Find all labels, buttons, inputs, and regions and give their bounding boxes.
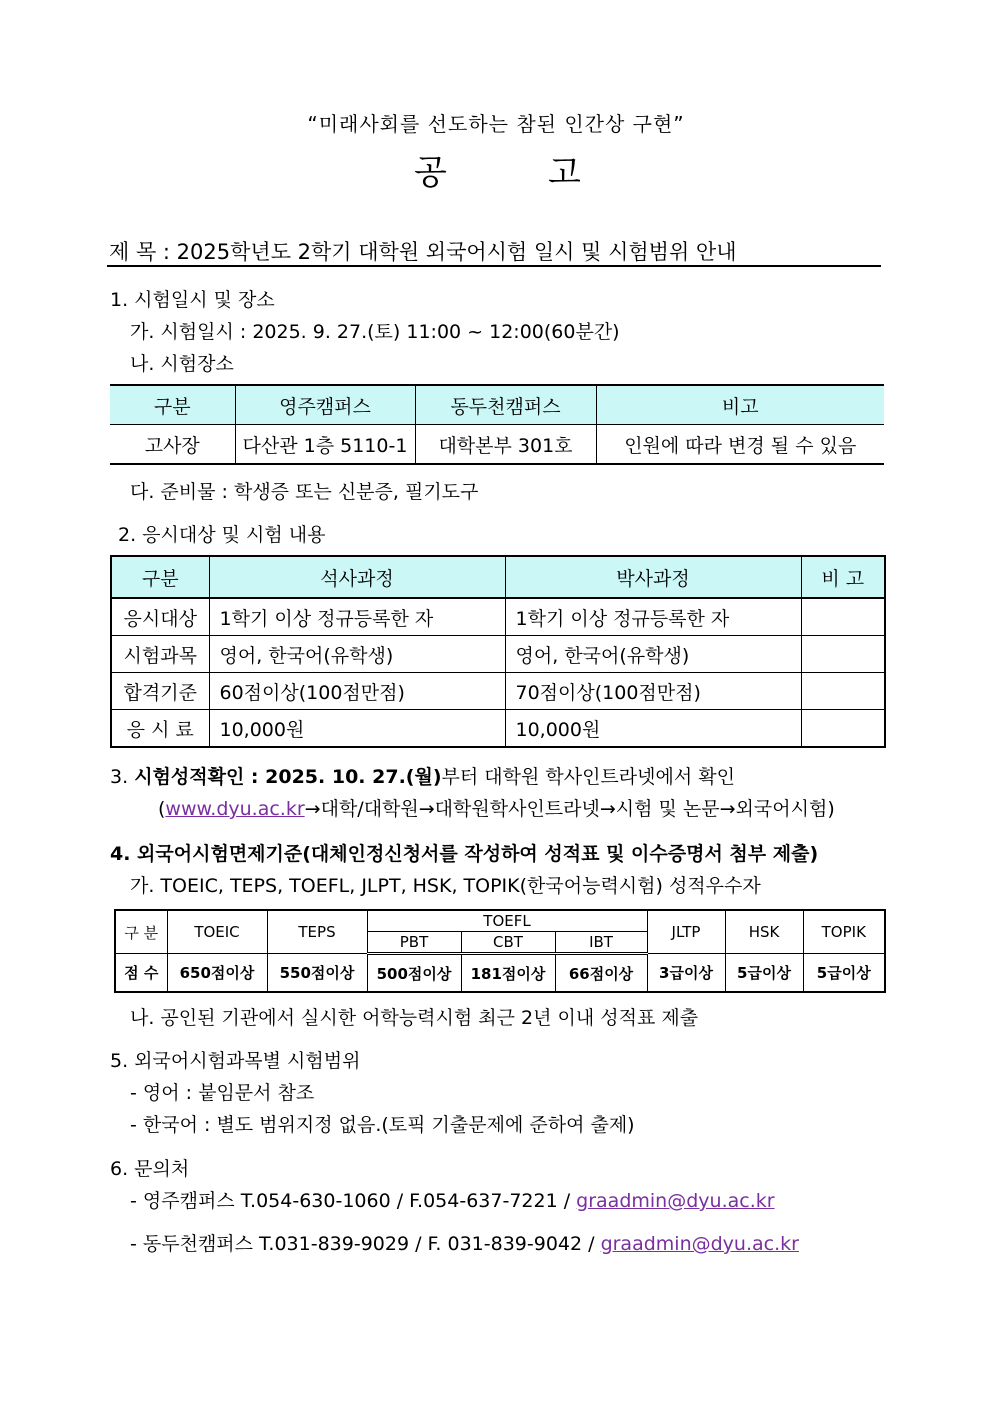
score-header-topik: TOPIK — [803, 910, 885, 954]
section2-title: 2. 응시대상 및 시험 내용 — [118, 524, 326, 546]
exam-supplies: 다. 준비물 : 학생증 또는 신분증, 필기도구 — [130, 481, 479, 503]
result-path — [158, 794, 835, 821]
result-date: 시험성적확인 : 2025. 10. 27.(월) — [134, 766, 442, 788]
english-scope: - 영어 : 붙임문서 참조 — [130, 1082, 315, 1104]
note-cell — [801, 636, 885, 673]
score-header-jltp: JLTP — [647, 910, 725, 954]
section3-number: 3. — [110, 766, 129, 788]
row-label: 시험과목 — [111, 636, 209, 673]
content-table-header — [111, 556, 885, 598]
venue-table-header — [110, 385, 884, 425]
table-row — [115, 954, 885, 993]
table-row — [110, 425, 884, 465]
exemption-tests: 가. TOEIC, TEPS, TOEFL, JLPT, HSK, TOPIK(한국어능력시험) 성적우수자 — [130, 875, 761, 897]
page-title-char-2: 고 — [548, 153, 581, 193]
score-hsk: 5급이상 — [725, 954, 803, 993]
section1-title: 1. 시험일시 및 장소 — [110, 289, 275, 311]
score-toefl-ibt: 66점이상 — [555, 954, 647, 993]
venue-dongducheon-room: 대학본부 301호 — [415, 425, 596, 465]
content-header-masters: 석사과정 — [209, 556, 505, 598]
masters-cell: 1학기 이상 정규등록한 자 — [209, 598, 505, 636]
score-header-toeic: TOEIC — [167, 910, 267, 954]
result-check-text: 부터 대학원 학사인트라넷에서 확인 — [441, 766, 735, 788]
venue-note: 인원에 따라 변경 될 수 있음 — [596, 425, 884, 465]
yeongju-contact — [130, 1186, 775, 1213]
content-table — [110, 555, 886, 748]
masters-cell: 영어, 한국어(유학생) — [209, 636, 505, 673]
score-header-division: 구 분 — [115, 910, 167, 954]
doctoral-cell: 10,000원 — [505, 710, 801, 748]
masters-cell: 60점이상(100점만점) — [209, 673, 505, 710]
score-header-cbt: CBT — [461, 932, 555, 954]
page-title — [414, 145, 581, 194]
venue-table — [110, 384, 884, 465]
content-header-note: 비 고 — [801, 556, 885, 598]
dongducheon-email-link[interactable]: graadmin@dyu.ac.kr — [600, 1233, 799, 1255]
score-toeic: 650점이상 — [167, 954, 267, 993]
venue-header-division: 구분 — [110, 385, 235, 425]
exam-venue-label: 나. 시험장소 — [130, 353, 234, 375]
dyu-website-link[interactable]: www.dyu.ac.kr — [165, 798, 305, 820]
score-row-label: 점 수 — [115, 954, 167, 993]
table-row — [111, 598, 885, 636]
content-header-division: 구분 — [111, 556, 209, 598]
exemption-report-note: 나. 공인된 기관에서 실시한 어학능력시험 최근 2년 이내 성적표 제출 — [130, 1007, 699, 1029]
venue-header-dongducheon: 동두천캠퍼스 — [415, 385, 596, 425]
doctoral-cell: 영어, 한국어(유학생) — [505, 636, 801, 673]
korean-scope: - 한국어 : 별도 범위지정 없음.(토픽 기출문제에 준하여 출제) — [130, 1114, 635, 1136]
row-label: 응시대상 — [111, 598, 209, 636]
venue-header-note: 비고 — [596, 385, 884, 425]
motto: “미래사회를 선도하는 참된 인간상 구현” — [307, 112, 685, 136]
venue-yeongju-room: 다산관 1층 5110-1 — [235, 425, 415, 465]
score-toefl-cbt: 181점이상 — [461, 954, 555, 993]
score-header-row — [115, 910, 885, 932]
section3-title — [110, 762, 735, 789]
yeongju-email-link[interactable]: graadmin@dyu.ac.kr — [576, 1190, 775, 1212]
row-label: 합격기준 — [111, 673, 209, 710]
score-topik: 5급이상 — [803, 954, 885, 993]
score-header-hsk: HSK — [725, 910, 803, 954]
score-teps: 550점이상 — [267, 954, 367, 993]
page-title-char-1: 공 — [414, 153, 447, 193]
table-row — [111, 673, 885, 710]
score-header-pbt: PBT — [367, 932, 461, 954]
score-jltp: 3급이상 — [647, 954, 725, 993]
doctoral-cell: 70점이상(100점만점) — [505, 673, 801, 710]
subject-underline — [107, 265, 881, 267]
score-table — [114, 909, 886, 993]
dongducheon-contact — [130, 1229, 799, 1256]
note-cell — [801, 710, 885, 748]
section4-title: 4. 외국어시험면제기준(대체인정신청서를 작성하여 성적표 및 이수증명서 첨부 제출) — [110, 843, 819, 865]
doctoral-cell: 1학기 이상 정규등록한 자 — [505, 598, 801, 636]
exam-datetime: 가. 시험일시 : 2025. 9. 27.(토) 11:00 ~ 12:00(60분간) — [130, 321, 620, 343]
row-label: 응 시 료 — [111, 710, 209, 748]
masters-cell: 10,000원 — [209, 710, 505, 748]
table-row — [111, 636, 885, 673]
section6-title: 6. 문의처 — [110, 1158, 190, 1180]
content-header-doctoral: 박사과정 — [505, 556, 801, 598]
venue-header-yeongju: 영주캠퍼스 — [235, 385, 415, 425]
table-row — [111, 710, 885, 748]
note-cell — [801, 598, 885, 636]
score-header-teps: TEPS — [267, 910, 367, 954]
yeongju-phone-fax: - 영주캠퍼스 T.054-630-1060 / F.054-637-7221 / — [130, 1190, 577, 1212]
section5-title: 5. 외국어시험과목별 시험범위 — [110, 1050, 361, 1072]
venue-row-label: 고사장 — [110, 425, 235, 465]
result-path-open: ( — [158, 798, 166, 820]
result-path-steps: →대학/대학원→대학원학사인트라넷→시험 및 논문→외국어시험) — [304, 798, 835, 820]
subject-line: 제 목 : 2025학년도 2학기 대학원 외국어시험 일시 및 시험범위 안내 — [109, 240, 737, 264]
note-cell — [801, 673, 885, 710]
dongducheon-phone-fax: - 동두천캠퍼스 T.031-839-9029 / F. 031-839-9042 / — [130, 1233, 601, 1255]
score-header-toefl: TOEFL — [367, 910, 647, 932]
score-toefl-pbt: 500점이상 — [367, 954, 461, 993]
score-header-ibt: IBT — [555, 932, 647, 954]
